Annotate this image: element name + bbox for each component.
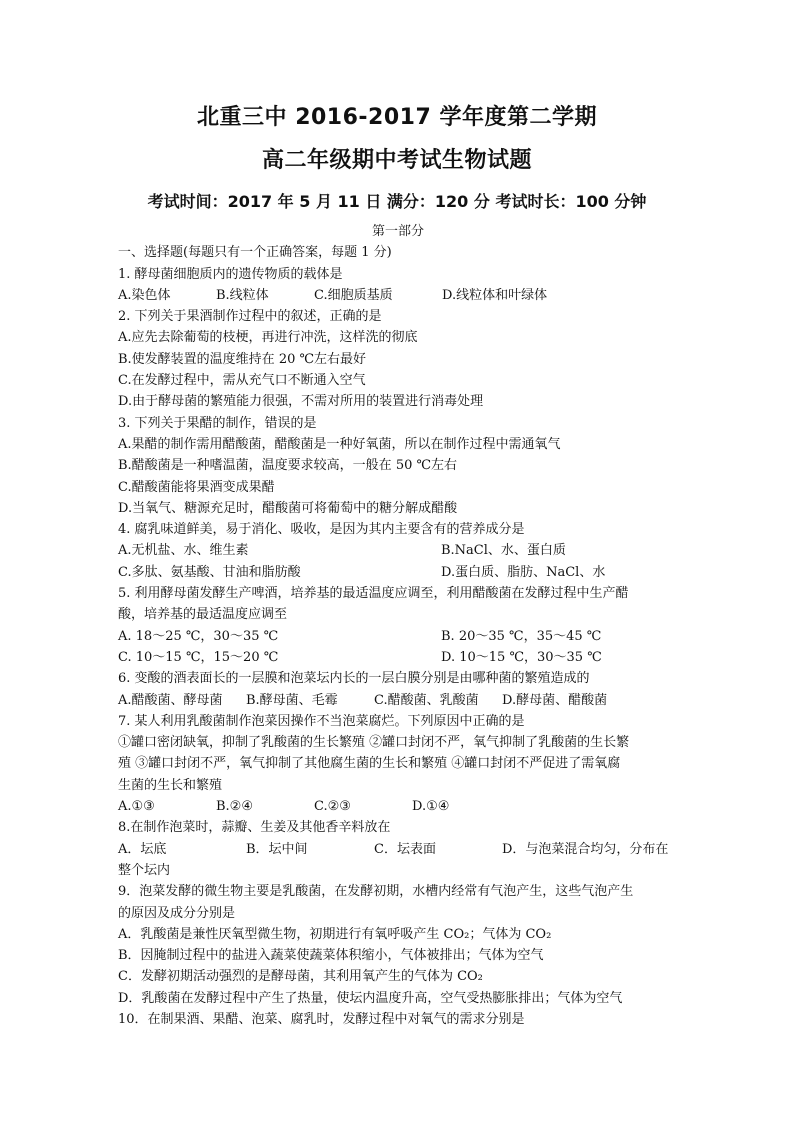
question-9-stem: 9．泡菜发酵的微生物主要是乳酸菌，在发酵初期，水槽内经常有气泡产生，这些气泡产生 <box>118 884 634 900</box>
option: C.醋酸菌能将果酒变成果醋 <box>118 479 275 495</box>
question-9-stem-cont: 的原因及成分分别是 <box>118 905 236 921</box>
question-5-stem-cont: 酸，培养基的最适温度应调至 <box>118 607 288 623</box>
option: D.酵母菌、醋酸菌 <box>502 692 608 708</box>
question-body <box>118 221 678 1030</box>
question-1-stem: 1. 酵母菌细胞质内的遗传物质的载体是 <box>118 266 343 282</box>
option: A．乳酸菌是兼性厌氧型微生物，初期进行有氧呼吸产生 CO₂；气体为 CO₂ <box>118 926 552 942</box>
question-8-stem: 8.在制作泡菜时，蒜瓣、生姜及其他香辛料放在 <box>118 820 391 836</box>
option: D.①④ <box>412 799 450 815</box>
option: D.蛋白质、脂肪、NaCl、水 <box>441 564 606 580</box>
question-8-options <box>118 839 678 860</box>
question-5-options-row2 <box>118 647 678 668</box>
option: D.由于酵母菌的繁殖能力很强，不需对所用的装置进行消毒处理 <box>118 394 484 410</box>
question-5-stem: 5. 利用酵母菌发酵生产啤酒，培养基的最适温度应调至，利用醋酸菌在发酵过程中生产醋 <box>118 586 629 602</box>
option: B．坛中间 <box>246 841 308 857</box>
option: A．坛底 <box>118 841 167 857</box>
option: D.当氧气、糖源充足时，醋酸菌可将葡萄中的糖分解成醋酸 <box>118 500 458 516</box>
option: A. 18～25 ℃，30～35 ℃ <box>118 628 279 644</box>
option: B.线粒体 <box>216 287 269 303</box>
option: C.多肽、氨基酸、甘油和脂肪酸 <box>118 564 301 580</box>
option: B. 20～35 ℃，35～45 ℃ <box>441 628 602 644</box>
question-7-statement: ①罐口密闭缺氧，抑制了乳酸菌的生长繁殖 ②罐口封闭不严，氧气抑制了乳酸菌的生长繁 <box>118 735 630 751</box>
option: B.醋酸菌是一种嗜温菌，温度要求较高，一般在 50 ℃左右 <box>118 458 458 474</box>
question-7-statement: 生菌的生长和繁殖 <box>118 777 223 793</box>
question-4-stem: 4. 腐乳味道鲜美，易于消化、吸收，是因为其内主要含有的营养成分是 <box>118 522 525 538</box>
question-6-stem: 6. 变酸的酒表面长的一层膜和泡菜坛内长的一层白膜分别是由哪种菌的繁殖造成的 <box>118 671 590 687</box>
part-label: 第一部分 <box>371 224 424 239</box>
option: A.①③ <box>118 799 155 815</box>
question-4-options-row1 <box>118 540 678 561</box>
option: A.染色体 <box>118 287 171 303</box>
option: A.应先去除葡萄的枝梗，再进行冲洗，这样洗的彻底 <box>118 330 418 346</box>
option: D. 10～15 ℃，30～35 ℃ <box>441 649 602 665</box>
question-8-option-continuation: 整个坛内 <box>118 862 171 878</box>
option: B.使发酵装置的温度维持在 20 ℃左右最好 <box>118 351 367 367</box>
option: A.无机盐、水、维生素 <box>118 543 249 559</box>
option: B.②④ <box>216 799 253 815</box>
exam-subtitle: 高二年级期中考试生物试题 <box>261 148 532 173</box>
question-10-stem: 10．在制果酒、果醋、泡菜、腐乳时，发酵过程中对氧气的需求分别是 <box>118 1011 525 1027</box>
option: C.醋酸菌、乳酸菌 <box>374 692 479 708</box>
option: C.细胞质基质 <box>314 287 393 303</box>
option: D.线粒体和叶绿体 <box>442 287 548 303</box>
option: B.酵母菌、毛霉 <box>246 692 338 708</box>
option: B.NaCl、水、蛋白质 <box>441 543 566 559</box>
option: D．与泡菜混合均匀，分布在 <box>502 841 669 857</box>
section-heading: 一、选择题(每题只有一个正确答案，每题 1 分) <box>118 245 392 261</box>
option: C. 10～15 ℃，15～20 ℃ <box>118 649 279 665</box>
question-5-options-row1 <box>118 626 678 647</box>
question-7-stem: 7. 某人利用乳酸菌制作泡菜因操作不当泡菜腐烂。下列原因中正确的是 <box>118 713 525 729</box>
question-1-options <box>118 285 678 306</box>
exam-title: 北重三中 2016-2017 学年度第二学期 <box>197 105 597 130</box>
option: D．乳酸菌在发酵过程中产生了热量，使坛内温度升高，空气受热膨胀排出；气体为空气 <box>118 990 623 1006</box>
question-6-options <box>118 690 678 711</box>
option: C．发酵初期活动强烈的是酵母菌，其利用氧产生的气体为 CO₂ <box>118 969 483 985</box>
option: C.②③ <box>314 799 351 815</box>
question-3-stem: 3. 下列关于果醋的制作，错误的是 <box>118 415 317 431</box>
question-7-statement: 殖 ③罐口封闭不严，氧气抑制了其他腐生菌的生长和繁殖 ④罐口封闭不严促进了需氧腐 <box>118 756 621 772</box>
option: B．因腌制过程中的盐进入蔬菜使蔬菜体积缩小，气体被排出；气体为空气 <box>118 948 544 964</box>
question-4-options-row2 <box>118 562 678 583</box>
option: A.果醋的制作需用醋酸菌，醋酸菌是一种好氧菌，所以在制作过程中需通氧气 <box>118 436 561 452</box>
question-7-options <box>118 796 678 817</box>
option: C．坛表面 <box>374 841 436 857</box>
option: A.醋酸菌、酵母菌 <box>118 692 223 708</box>
exam-info: 考试时间：2017 年 5 月 11 日 满分：120 分 考试时长：100 分钟 <box>147 192 647 211</box>
option: C.在发酵过程中，需从充气口不断通入空气 <box>118 373 366 389</box>
question-2-stem: 2. 下列关于果酒制作过程中的叙述，正确的是 <box>118 309 382 325</box>
